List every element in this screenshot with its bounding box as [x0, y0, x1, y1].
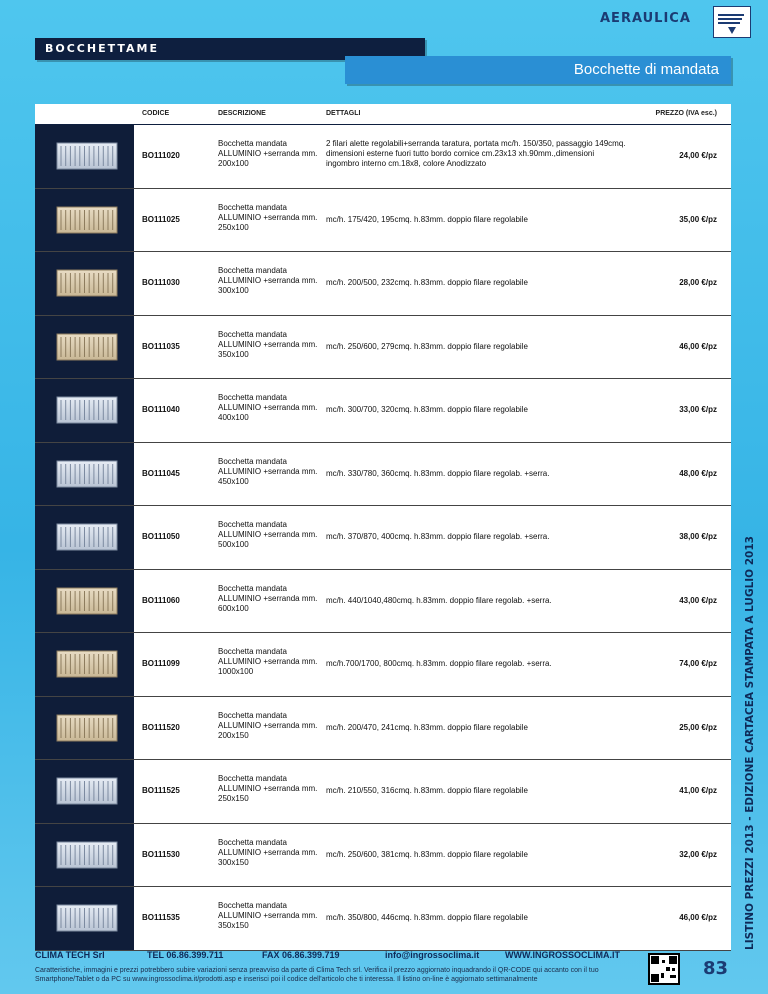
product-image: [35, 570, 134, 633]
product-code: BO111045: [142, 468, 180, 478]
footer-website[interactable]: WWW.INGROSSOCLIMA.IT: [505, 950, 620, 960]
product-description: Bocchetta mandata ALLUMINIO +serranda mm. 1000x100: [218, 647, 318, 676]
product-details: mc/h. 440/1040,480cmq. h.83mm. doppio filare regolab. +serra.: [326, 595, 552, 605]
product-price: 41,00 €/pz: [679, 786, 717, 795]
product-image: [35, 506, 134, 569]
table-row: [35, 760, 731, 824]
product-code: BO111535: [142, 913, 180, 922]
product-code: BO111035: [142, 341, 180, 351]
product-price: 24,00 €/pz: [679, 151, 717, 160]
table-row: [35, 506, 731, 570]
product-image: [35, 633, 134, 696]
product-code: BO111099: [142, 659, 180, 668]
header-dettagli: DETTAGLI: [326, 110, 361, 117]
product-details: mc/h. 175/420, 195cmq. h.83mm. doppio filare regolabile: [326, 214, 528, 224]
footer-contacts: [35, 950, 675, 963]
product-image: [35, 760, 134, 823]
product-description: Bocchetta mandata ALLUMINIO +serranda mm. 200x100: [218, 139, 318, 168]
product-image: [35, 443, 134, 506]
product-details: mc/h. 250/600, 381cmq. h.83mm. doppio filare regolabile: [326, 849, 528, 859]
table-row: [35, 316, 731, 380]
product-price: 33,00 €/pz: [679, 405, 717, 414]
footer-company: CLIMA TECH Srl: [35, 950, 105, 960]
product-description: Bocchetta mandata ALLUMINIO +serranda mm. 300x100: [218, 266, 318, 295]
product-details: mc/h. 250/600, 279cmq. h.83mm. doppio filare regolabile: [326, 341, 528, 351]
table-row: [35, 570, 731, 634]
product-price: 46,00 €/pz: [679, 913, 717, 922]
table-row: [35, 189, 731, 253]
table-row: [35, 379, 731, 443]
product-image: [35, 189, 134, 252]
product-code: BO111525: [142, 786, 180, 795]
table-row: [35, 252, 731, 316]
product-price: 28,00 €/pz: [679, 278, 717, 287]
table-row: [35, 887, 731, 951]
product-price: 32,00 €/pz: [679, 849, 717, 859]
product-details: mc/h.700/1700, 800cmq. h.83mm. doppio filare regolab. +serra.: [326, 659, 552, 668]
product-price: 74,00 €/pz: [679, 659, 717, 668]
product-image: [35, 697, 134, 760]
product-price: 25,00 €/pz: [679, 722, 717, 732]
table-row: [35, 125, 731, 189]
product-description: Bocchetta mandata ALLUMINIO +serranda mm. 350x100: [218, 329, 318, 359]
product-price: 35,00 €/pz: [679, 214, 717, 224]
product-code: BO111020: [142, 151, 180, 160]
product-details: mc/h. 210/550, 316cmq. h.83mm. doppio filare regolabile: [326, 786, 528, 795]
product-description: Bocchetta mandata ALLUMINIO +serranda mm. 250x100: [218, 202, 318, 232]
footer-tel: TEL 06.86.399.711: [147, 950, 224, 960]
product-description: Bocchetta mandata ALLUMINIO +serranda mm. 400x100: [218, 393, 318, 422]
header-descrizione: DESCRIZIONE: [218, 110, 266, 117]
footer-email[interactable]: info@ingrossoclima.it: [385, 950, 480, 960]
product-image: [35, 252, 134, 315]
product-description: Bocchetta mandata ALLUMINIO +serranda mm. 200x150: [218, 710, 318, 740]
side-edition-text: LISTINO PREZZI 2013 - EDIZIONE CARTACEA STAMPATA A LUGLIO 2013: [744, 536, 756, 950]
product-details: 2 filari alette regolabili+serranda taratura, portata mc/h. 150/350, passaggio 149cmq. dimensioni esterne fuori tutto bordo cornice cm.23x13 xh.90mm.,dimensioni ingombro interno cm.18x8, colore Anodizzato: [326, 139, 626, 168]
product-code: BO111030: [142, 278, 180, 287]
table-row: [35, 443, 731, 507]
product-code: BO111040: [142, 405, 180, 414]
product-image: [35, 887, 134, 950]
footer-fax: FAX 06.86.399.719: [262, 950, 340, 960]
product-description: Bocchetta mandata ALLUMINIO +serranda mm. 600x100: [218, 583, 318, 613]
product-price: 43,00 €/pz: [679, 595, 717, 605]
section-title: BOCCHETTAME: [35, 38, 425, 60]
table-row: [35, 824, 731, 888]
product-details: mc/h. 350/800, 446cmq. h.83mm. doppio filare regolabile: [326, 913, 528, 922]
header-codice: CODICE: [142, 110, 170, 117]
fan-logo-icon: [714, 7, 750, 37]
table-header: [35, 104, 731, 125]
product-details: mc/h. 200/500, 232cmq. h.83mm. doppio filare regolabile: [326, 278, 528, 287]
table-row: [35, 633, 731, 697]
product-code: BO111025: [142, 214, 180, 224]
header-prezzo: PREZZO (IVA esc.): [655, 110, 717, 117]
product-code: BO111050: [142, 532, 180, 541]
brand-logo: [713, 6, 751, 38]
product-image: [35, 824, 134, 887]
product-details: mc/h. 370/870, 400cmq. h.83mm. doppio filare regolab. +serra.: [326, 532, 550, 541]
brand-title: AERAULICA: [600, 11, 691, 26]
page-number: 83: [703, 958, 729, 979]
product-price: 46,00 €/pz: [679, 341, 717, 351]
product-details: mc/h. 330/780, 360cmq. h.83mm. doppio filare regolab. +serra.: [326, 468, 550, 478]
product-image: [35, 125, 134, 188]
table-body: [35, 125, 731, 951]
product-price: 48,00 €/pz: [679, 468, 717, 478]
product-description: Bocchetta mandata ALLUMINIO +serranda mm. 500x100: [218, 520, 318, 549]
page-subtitle: Bocchette di mandata: [345, 56, 731, 84]
product-description: Bocchetta mandata ALLUMINIO +serranda mm. 450x100: [218, 456, 318, 486]
table-row: [35, 697, 731, 761]
product-description: Bocchetta mandata ALLUMINIO +serranda mm. 250x150: [218, 774, 318, 803]
product-description: Bocchetta mandata ALLUMINIO +serranda mm. 350x150: [218, 901, 318, 930]
price-table: [35, 104, 731, 951]
footer-disclaimer: Caratteristiche, immagini e prezzi potrebbero subire variazioni senza preavviso da parte di Clima Tech srl. Verifica il prezzo aggiornato inquadrando il QR-CODE qui accanto con il tuo Smartphone/Tablet o da PC su www.ingrossoclima.it/prodotti.asp e inserisci poi il codice dell'articolo che ti interessa. Il listino on-line è aggiornato settimanalmente: [35, 967, 599, 983]
product-image: [35, 316, 134, 379]
product-description: Bocchetta mandata ALLUMINIO +serranda mm. 300x150: [218, 837, 318, 867]
product-code: BO111530: [142, 849, 180, 859]
product-price: 38,00 €/pz: [679, 532, 717, 541]
product-details: mc/h. 200/470, 241cmq. h.83mm. doppio filare regolabile: [326, 722, 528, 732]
qr-code-icon[interactable]: [648, 953, 680, 985]
product-details: mc/h. 300/700, 320cmq. h.83mm. doppio filare regolabile: [326, 405, 528, 414]
product-image: [35, 379, 134, 442]
product-code: BO111060: [142, 595, 180, 605]
product-code: BO111520: [142, 722, 180, 732]
